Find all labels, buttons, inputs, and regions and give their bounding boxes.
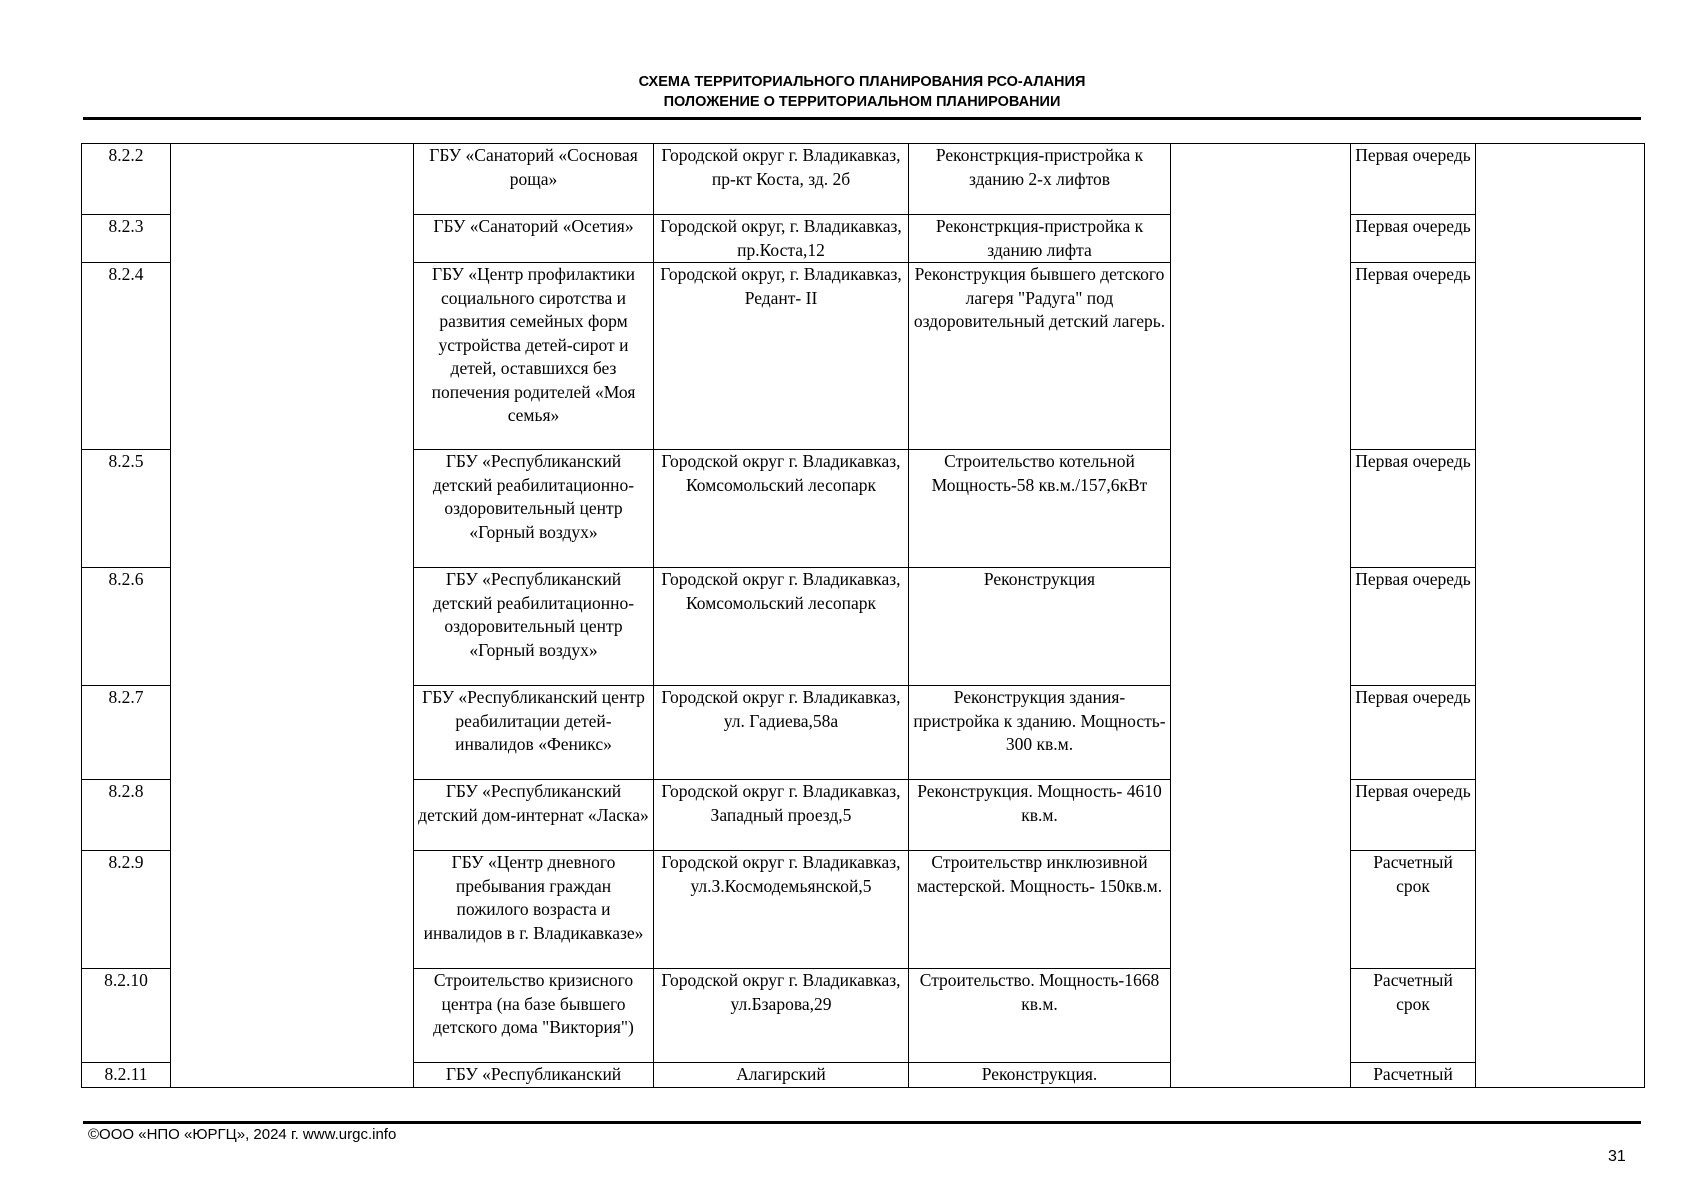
empty-cell xyxy=(1476,1063,1645,1088)
object-action: Строительство. Мощность-1668 кв.м. xyxy=(909,969,1171,1063)
table-row xyxy=(82,144,1645,215)
empty-cell xyxy=(1171,686,1351,780)
table-row xyxy=(82,851,1645,969)
object-stage: Расчетный xyxy=(1351,1063,1476,1088)
row-number: 8.2.11 xyxy=(82,1063,171,1088)
table-row xyxy=(82,263,1645,450)
planning-table xyxy=(81,143,1645,1088)
object-location: Городской округ г. Владикавказ, пр-кт Коста, зд. 2б xyxy=(654,144,909,215)
empty-cell xyxy=(1476,450,1645,568)
object-action: Строительство котельной Мощность-58 кв.м./157,6кВт xyxy=(909,450,1171,568)
object-stage: Первая очередь xyxy=(1351,215,1476,263)
object-action: Реконстркция-пристройка к зданию лифта xyxy=(909,215,1171,263)
table-row xyxy=(82,969,1645,1063)
empty-cell xyxy=(171,780,414,851)
row-number: 8.2.9 xyxy=(82,851,171,969)
object-stage: Первая очередь xyxy=(1351,686,1476,780)
object-location: Городской округ г. Владикавказ, Западный проезд,5 xyxy=(654,780,909,851)
object-name: ГБУ «Центр дневного пребывания граждан пожилого возраста и инвалидов в г. Владикавказе» xyxy=(414,851,654,969)
object-name: ГБУ «Республиканский центр реабилитации детей-инвалидов «Феникс» xyxy=(414,686,654,780)
empty-cell xyxy=(1476,686,1645,780)
object-name: ГБУ «Республиканский детский реабилитационно-оздоровительный центр «Горный воздух» xyxy=(414,450,654,568)
empty-cell xyxy=(1171,969,1351,1063)
footer-copyright[interactable]: ©ООО «НПО «ЮРГЦ», 2024 г. www.urgc.info xyxy=(88,1126,397,1143)
document-header xyxy=(83,72,1641,112)
empty-cell xyxy=(1171,780,1351,851)
object-action: Реконстркция-пристройка к зданию 2-х лифтов xyxy=(909,144,1171,215)
header-title-line2: ПОЛОЖЕНИЕ О ТЕРРИТОРИАЛЬНОМ ПЛАНИРОВАНИИ xyxy=(663,94,1061,110)
object-stage: Первая очередь xyxy=(1351,263,1476,450)
object-action: Реконструкция. Мощность- 4610 кв.м. xyxy=(909,780,1171,851)
empty-cell xyxy=(171,450,414,568)
header-rule xyxy=(83,117,1641,120)
object-action: Строительствр инклюзивной мастерской. Мощность- 150кв.м. xyxy=(909,851,1171,969)
object-name: ГБУ «Республиканский xyxy=(414,1063,654,1088)
empty-cell xyxy=(1476,851,1645,969)
object-name: ГБУ «Санаторий «Осетия» xyxy=(414,215,654,263)
object-stage: Первая очередь xyxy=(1351,780,1476,851)
row-number: 8.2.7 xyxy=(82,686,171,780)
empty-cell xyxy=(1476,215,1645,263)
object-action: Реконструкция здания-пристройка к зданию. Мощность- 300 кв.м. xyxy=(909,686,1171,780)
empty-cell xyxy=(171,969,414,1063)
row-number: 8.2.3 xyxy=(82,215,171,263)
row-number: 8.2.2 xyxy=(82,144,171,215)
row-number: 8.2.5 xyxy=(82,450,171,568)
empty-cell xyxy=(1171,851,1351,969)
table-row xyxy=(82,215,1645,263)
object-location: Городской округ г. Владикавказ, Комсомольский лесопарк xyxy=(654,450,909,568)
empty-cell xyxy=(1476,568,1645,686)
empty-cell xyxy=(1476,263,1645,450)
object-location: Городской округ г. Владикавказ, ул.З.Космодемьянской,5 xyxy=(654,851,909,969)
page-number: 31 xyxy=(1608,1148,1626,1165)
empty-cell xyxy=(1476,969,1645,1063)
table-row xyxy=(82,686,1645,780)
table-row xyxy=(82,568,1645,686)
object-name: Строительство кризисного центра (на базе бывшего детского дома "Виктория") xyxy=(414,969,654,1063)
row-number: 8.2.4 xyxy=(82,263,171,450)
footer-rule xyxy=(83,1121,1641,1124)
object-location: Городской округ, г. Владикавказ, пр.Коста,12 xyxy=(654,215,909,263)
object-action: Реконструкция. xyxy=(909,1063,1171,1088)
object-location: Городской округ г. Владикавказ, ул.Бзарова,29 xyxy=(654,969,909,1063)
object-name: ГБУ «Республиканский детский дом-интернат «Ласка» xyxy=(414,780,654,851)
object-location: Городской округ г. Владикавказ, Комсомольский лесопарк xyxy=(654,568,909,686)
empty-cell xyxy=(1476,144,1645,215)
empty-cell xyxy=(171,851,414,969)
empty-cell xyxy=(1171,1063,1351,1088)
table-row xyxy=(82,1063,1645,1088)
object-location: Городской округ г. Владикавказ, ул. Гадиева,58а xyxy=(654,686,909,780)
object-stage: Расчетный срок xyxy=(1351,969,1476,1063)
object-name: ГБУ «Санаторий «Сосновая роща» xyxy=(414,144,654,215)
object-name: ГБУ «Центр профилактики социального сиротства и развития семейных форм устройства детей-сирот и детей, оставшихся без попечения родителей «Моя семья» xyxy=(414,263,654,450)
table-row xyxy=(82,450,1645,568)
header-title-line1: СХЕМА ТЕРРИТОРИАЛЬНОГО ПЛАНИРОВАНИЯ РСО-АЛАНИЯ xyxy=(638,74,1086,90)
empty-cell xyxy=(1171,450,1351,568)
object-stage: Первая очередь xyxy=(1351,144,1476,215)
object-action: Реконструкция бывшего детского лагеря "Радуга" под оздоровительный детский лагерь. xyxy=(909,263,1171,450)
empty-cell xyxy=(1171,215,1351,263)
object-name: ГБУ «Республиканский детский реабилитационно-оздоровительный центр «Горный воздух» xyxy=(414,568,654,686)
row-number: 8.2.10 xyxy=(82,969,171,1063)
empty-cell xyxy=(171,215,414,263)
empty-cell xyxy=(171,686,414,780)
object-location: Городской округ, г. Владикавказ, Редант- II xyxy=(654,263,909,450)
object-stage: Расчетный срок xyxy=(1351,851,1476,969)
empty-cell xyxy=(1476,780,1645,851)
object-location: Алагирский xyxy=(654,1063,909,1088)
row-number: 8.2.8 xyxy=(82,780,171,851)
object-stage: Первая очередь xyxy=(1351,450,1476,568)
empty-cell xyxy=(1171,263,1351,450)
object-action: Реконструкция xyxy=(909,568,1171,686)
object-stage: Первая очередь xyxy=(1351,568,1476,686)
row-number: 8.2.6 xyxy=(82,568,171,686)
empty-cell xyxy=(1171,568,1351,686)
table-row xyxy=(82,780,1645,851)
empty-cell xyxy=(171,263,414,450)
empty-cell xyxy=(171,144,414,215)
empty-cell xyxy=(171,1063,414,1088)
empty-cell xyxy=(1171,144,1351,215)
empty-cell xyxy=(171,568,414,686)
